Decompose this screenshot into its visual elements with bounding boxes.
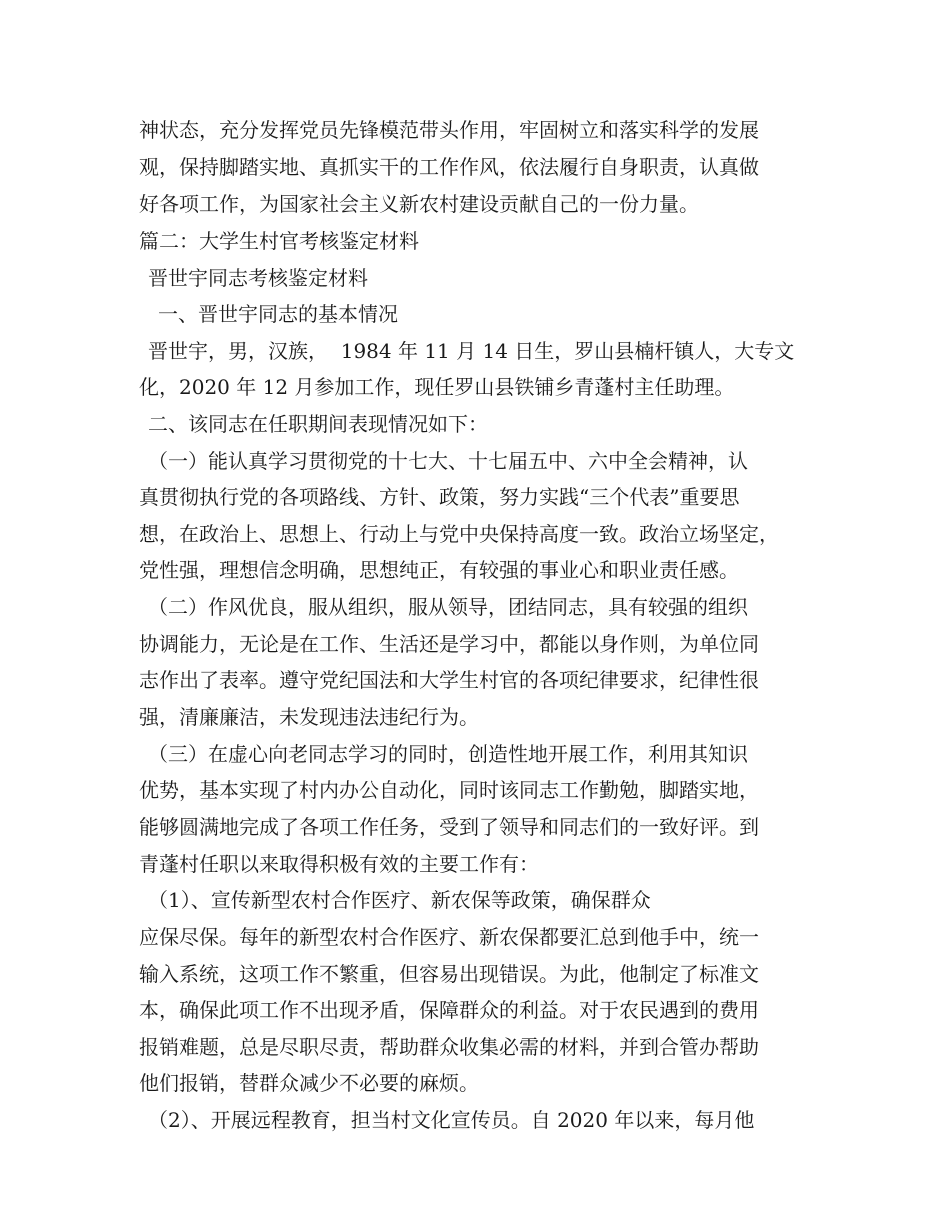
paragraph-line: 观，保持脚踏实地、真抓实干的工作作风，依法履行自身职责，认真做 [139,155,759,179]
paragraph-line: 青蓬村任职以来取得积极有效的主要工作有： [139,852,539,876]
paragraph-line: 优势，基本实现了村内办公自动化，同时该同志工作勤勉，脚踏实地， [139,778,759,802]
paragraph-line: （三）在虚心向老同志学习的同时，创造性地开展工作，利用其知识 [148,742,748,766]
paragraph-line: 志作出了表率。遵守党纪国法和大学生村官的各项纪律要求，纪律性很 [139,668,759,692]
subsection-heading: 二、该同志在任职期间表现情况如下： [148,412,488,436]
paragraph-line: 真贯彻执行党的各项路线、方针、政策，努力实践“三个代表”重要思 [139,485,740,509]
paragraph-line: 输入系统，这项工作不繁重，但容易出现错误。为此，他制定了标准文 [139,962,759,986]
paragraph-line: 好各项工作，为国家社会主义新农村建设贡献自己的一份力量。 [139,192,699,216]
paragraph-line: 应保尽保。每年的新型农村合作医疗、新农保都要汇总到他手中，统一 [139,925,759,949]
paragraph-line: （一）能认真学习贯彻党的十七大、十七届五中、六中全会精神，认 [148,449,748,473]
subsection-heading: 一、晋世宇同志的基本情况 [158,302,398,326]
paragraph-line: 想，在政治上、思想上、行动上与党中央保持高度一致。政治立场坚定， [139,522,779,546]
paragraph-line: 化，2020 年 12 月参加工作，现任罗山县铁铺乡青蓬村主任助理。 [139,375,735,399]
paragraph-line: 本，确保此项工作不出现矛盾，保障群众的利益。对于农民遇到的费用 [139,998,759,1022]
paragraph-line: 报销难题，总是尽职尽责，帮助群众收集必需的材料，并到合管办帮助 [139,1035,759,1059]
paragraph-line: （2）、开展远程教育，担当村文化宣传员。自 2020 年以来，每月他 [148,1108,755,1132]
paragraph-line: 他们报销，替群众减少不必要的麻烦。 [139,1071,479,1095]
document-title: 晋世宇同志考核鉴定材料 [148,266,368,290]
paragraph-line: （1）、宣传新型农村合作医疗、新农保等政策，确保群众 [148,888,651,912]
paragraph-line: 能够圆满地完成了各项工作任务，受到了领导和同志们的一致好评。到 [139,815,759,839]
paragraph-line: （二）作风优良，服从组织，服从领导，团结同志，具有较强的组织 [148,595,748,619]
section-heading: 篇二：大学生村官考核鉴定材料 [139,229,419,253]
paragraph-line: 党性强，理想信念明确，思想纯正，有较强的事业心和职业责任感。 [139,558,739,582]
paragraph-line: 晋世宇，男，汉族， 1984 年 11 月 14 日生，罗山县楠杆镇人，大专文 [148,339,795,363]
paragraph-line: 强，清廉廉洁，未发现违法违纪行为。 [139,705,479,729]
paragraph-line: 神状态，充分发挥党员先锋模范带头作用，牢固树立和落实科学的发展 [139,118,759,142]
paragraph-line: 协调能力，无论是在工作、生活还是学习中，都能以身作则，为单位同 [139,632,759,656]
